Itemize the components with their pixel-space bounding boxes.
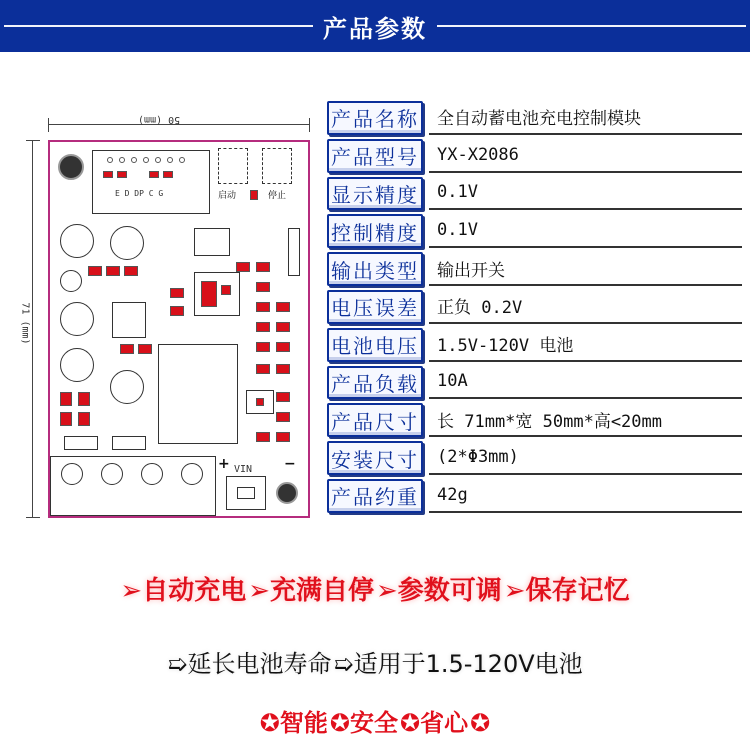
mounting-hole: [276, 482, 298, 504]
terminal-block: [50, 456, 216, 516]
input-terminal: [226, 476, 266, 510]
spec-label: 产品型号: [327, 139, 423, 173]
vin-label: VIN: [234, 464, 253, 475]
spec-value: 10A: [429, 366, 742, 400]
capacitor: [60, 302, 94, 336]
spec-value: 0.1V: [429, 177, 742, 211]
capacitor: [60, 348, 94, 382]
relay-footprint: [158, 344, 238, 444]
feature-slogan: [0, 570, 750, 607]
page-title: 产品参数: [323, 14, 427, 43]
varistor: [110, 370, 144, 404]
start-button-footprint: [218, 148, 248, 184]
slogan-item: ➢自动充电: [120, 576, 247, 606]
display-pin-letters: E D DP C G: [115, 189, 164, 198]
stop-button-label: 停止: [268, 191, 287, 201]
height-dimension-line: [32, 140, 33, 518]
display-header: [92, 150, 210, 214]
fuse-footprint: [64, 436, 98, 450]
spec-value: 1.5V-120V 电池: [429, 328, 742, 362]
benefit-slogan: [0, 644, 750, 679]
slogan-item: ✪安全: [329, 709, 398, 737]
slogan-item: ✪: [470, 709, 491, 737]
spec-label: 产品名称: [327, 101, 423, 135]
header-left-line: [4, 25, 313, 27]
pcb-board: [48, 140, 310, 518]
spec-row: [327, 250, 742, 288]
plus-label: +: [218, 456, 230, 472]
component-footprint: [246, 390, 274, 414]
slogan-item: ➯适用于1.5-120V电池: [333, 650, 583, 678]
capacitor: [60, 270, 82, 292]
spec-row: [327, 401, 742, 439]
spec-row: [327, 477, 742, 515]
spec-row: [327, 288, 742, 326]
spec-value: (2*Φ3mm): [429, 441, 742, 475]
spec-label: 控制精度: [327, 214, 423, 248]
fuse-footprint: [112, 436, 146, 450]
ic-chip: [194, 228, 230, 256]
spec-row: [327, 439, 742, 477]
quality-slogan: [0, 703, 750, 738]
spec-row: [327, 326, 742, 364]
slogan-item: ➯延长电池寿命: [167, 650, 332, 678]
slogan-item: ➢充满自停: [248, 576, 374, 606]
mounting-hole: [58, 154, 84, 180]
spec-value: 42g: [429, 479, 742, 513]
header-bar: [0, 0, 750, 52]
spec-label: 显示精度: [327, 177, 423, 211]
spec-row: [327, 99, 742, 137]
spec-row: [327, 364, 742, 402]
slogan-item: ➢保存记忆: [503, 576, 630, 606]
spec-label: 电压误差: [327, 290, 423, 324]
header-right-line: [437, 25, 746, 27]
dimension-tick: [26, 140, 40, 141]
transistor-footprint: [112, 302, 146, 338]
spec-value: YX-X2086: [429, 139, 742, 173]
stop-button-footprint: [262, 148, 292, 184]
spec-value: 长 71mm*宽 50mm*高<20mm: [429, 403, 742, 437]
capacitor: [60, 224, 94, 258]
spec-value: 全自动蓄电池充电控制模块: [429, 101, 742, 135]
pin-header: [288, 228, 300, 276]
dimension-tick: [48, 118, 49, 132]
spec-value: 正负 0.2V: [429, 290, 742, 324]
dimension-tick: [26, 517, 40, 518]
slogan-item: ➢参数可调: [376, 576, 502, 606]
spec-value: 0.1V: [429, 214, 742, 248]
height-dimension-label: 71 (mm): [19, 302, 31, 345]
led: [250, 190, 258, 200]
regulator-footprint: [194, 272, 240, 316]
spec-label: 产品尺寸: [327, 403, 423, 437]
spec-value: 输出开关: [429, 252, 742, 286]
spec-label: 产品负载: [327, 366, 423, 400]
pcb-drawing: [18, 108, 318, 528]
spec-row: [327, 212, 742, 250]
spec-label: 产品约重: [327, 479, 423, 513]
width-dimension-label: 50 (mm): [138, 114, 181, 125]
spec-table: [327, 99, 742, 515]
minus-label: −: [284, 456, 296, 472]
slogan-item: ✪智能: [259, 709, 328, 737]
start-button-label: 启动: [218, 191, 237, 201]
spec-label: 安装尺寸: [327, 441, 423, 475]
spec-label: 电池电压: [327, 328, 423, 362]
spec-label: 输出类型: [327, 252, 423, 286]
spec-row: [327, 175, 742, 213]
slogan-item: ✪省心: [400, 709, 469, 737]
dimension-tick: [309, 118, 310, 132]
spec-row: [327, 137, 742, 175]
inductor: [110, 226, 144, 260]
